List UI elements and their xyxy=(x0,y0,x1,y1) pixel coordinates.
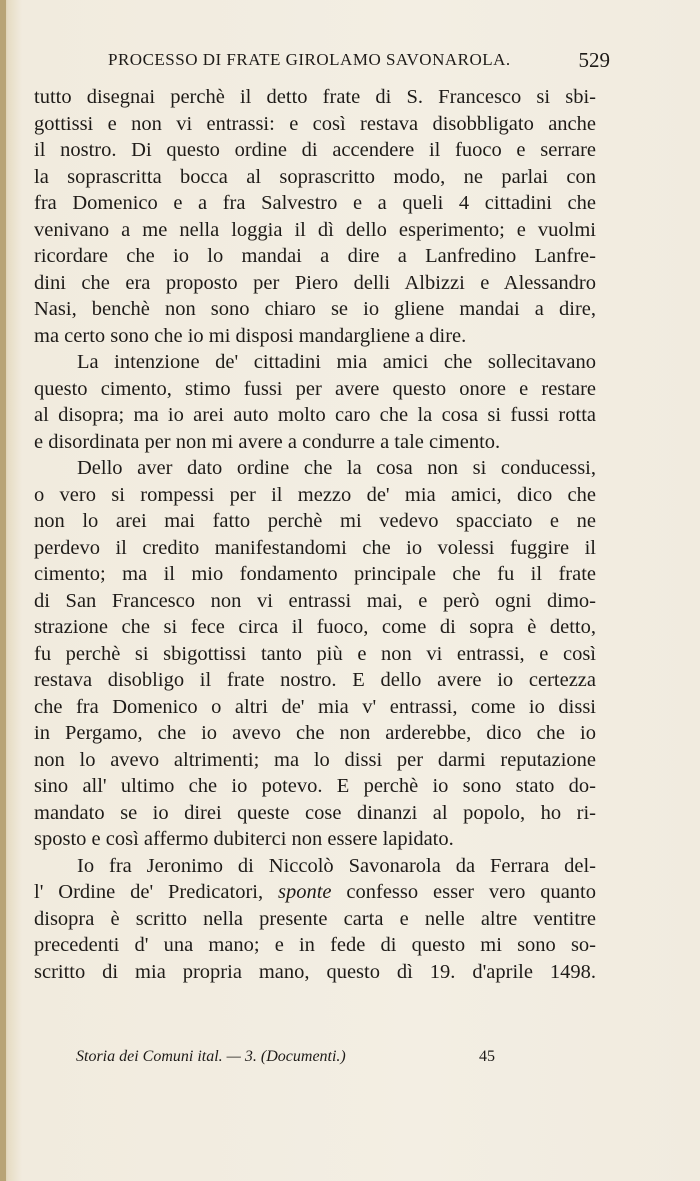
text-line: disopra è scritto nella presente carta e nelle altre ventitre xyxy=(34,907,596,930)
text-line: Nasi, benchè non sono chiaro se io gliene mandai a dire, xyxy=(34,298,596,320)
signature-mark: 45 xyxy=(479,1048,495,1065)
text-line: che fra Domenico o altri de' mia v' entrassi, come io dissi xyxy=(34,695,596,718)
text-line: gottissi e non vi entrassi: e così restava disobbligato anche xyxy=(34,112,596,135)
text-line: strazione che si fece circa il fuoco, come di sopra è detto, xyxy=(34,616,596,638)
text-line: tutto disegnai perchè il detto frate di S. Francesco si sbi- xyxy=(34,86,596,108)
text-line: la soprascritta bocca al soprascritto modo, ne parlai con xyxy=(34,165,596,188)
text-line: ricordare che io lo mandai a dire a Lanfredino Lanfre- xyxy=(34,245,596,267)
text-line: non lo arei mai fatto perchè mi vedevo spacciato e ne xyxy=(34,510,596,532)
text-line: perdevo il credito manifestandomi che io volessi fuggire il xyxy=(34,536,596,559)
text-line: cimento; ma il mio fondamento principale che fu il frate xyxy=(34,563,596,585)
text-line: dini che era proposto per Piero delli Albizzi e Alessandro xyxy=(34,271,596,294)
text-segment: confesso esser vero quanto xyxy=(331,881,597,903)
latin-term: sponte xyxy=(277,881,332,903)
text-line: fra Domenico e a fra Salvestro e a queli 4 cittadini che xyxy=(34,192,596,214)
text-line: restava disobligo il frate nostro. E dello avere io certezza xyxy=(34,669,596,691)
text-line: precedenti d' una mano; e in fede di questo mi sono so- xyxy=(34,934,596,956)
text-line: Dello aver dato ordine che la cosa non si conducessi, xyxy=(77,457,596,479)
footer-note: Storia dei Comuni ital. — 3. (Documenti.) xyxy=(76,1048,346,1065)
text-line: di San Francesco non vi entrassi mai, e però ogni dimo- xyxy=(34,589,596,612)
text-line: questo cimento, stimo fussi per avere questo onore e restare xyxy=(34,377,596,400)
text-line: ma certo sono che io mi disposi mandargliene a dire. xyxy=(34,324,467,347)
text-line: venivano a me nella loggia il dì dello esperimento; e vuolmi xyxy=(34,218,596,241)
text-line xyxy=(34,879,596,906)
text-line: La intenzione de' cittadini mia amici che sollecitavano xyxy=(77,351,596,373)
text-line: fu perchè si sbigottissi tanto più e non vi entrassi, e così xyxy=(34,642,596,665)
text-line: in Pergamo, che io avevo che non arderebbe, dico che io xyxy=(34,722,596,744)
body-text xyxy=(34,84,596,985)
running-head: PROCESSO DI FRATE GIROLAMO SAVONAROLA. xyxy=(108,50,511,69)
page-header xyxy=(0,50,700,78)
text-line: sposto e così affermo dubiterci non essere lapidato. xyxy=(34,828,454,850)
text-line: sino all' ultimo che io potevo. E perchè io sono stato do- xyxy=(34,775,596,797)
text-segment: l' Ordine de' Predicatori, xyxy=(34,881,278,903)
text-line: non lo avevo altrimenti; ma lo dissi per darmi reputazione xyxy=(34,748,596,771)
page-number: 529 xyxy=(578,48,610,72)
text-line: al disopra; ma io arei auto molto caro che la cosa si fussi rotta xyxy=(34,404,596,426)
binding-edge xyxy=(0,0,6,1181)
text-line: o vero si rompessi per il mezzo de' mia amici, dico che xyxy=(34,483,596,506)
page-footer xyxy=(0,1048,700,1072)
text-line: Io fra Jeronimo di Niccolò Savonarola da Ferrara del- xyxy=(77,854,596,877)
text-line: e disordinata per non mi avere a condurre a tale cimento. xyxy=(34,430,501,453)
text-line: scritto di mia propria mano, questo dì 19. d'aprile 1498. xyxy=(34,960,596,983)
text-line: il nostro. Di questo ordine di accendere il fuoco e serrare xyxy=(34,139,596,161)
text-line: mandato se io direi queste cose dinanzi al popolo, ho ri- xyxy=(34,801,596,824)
